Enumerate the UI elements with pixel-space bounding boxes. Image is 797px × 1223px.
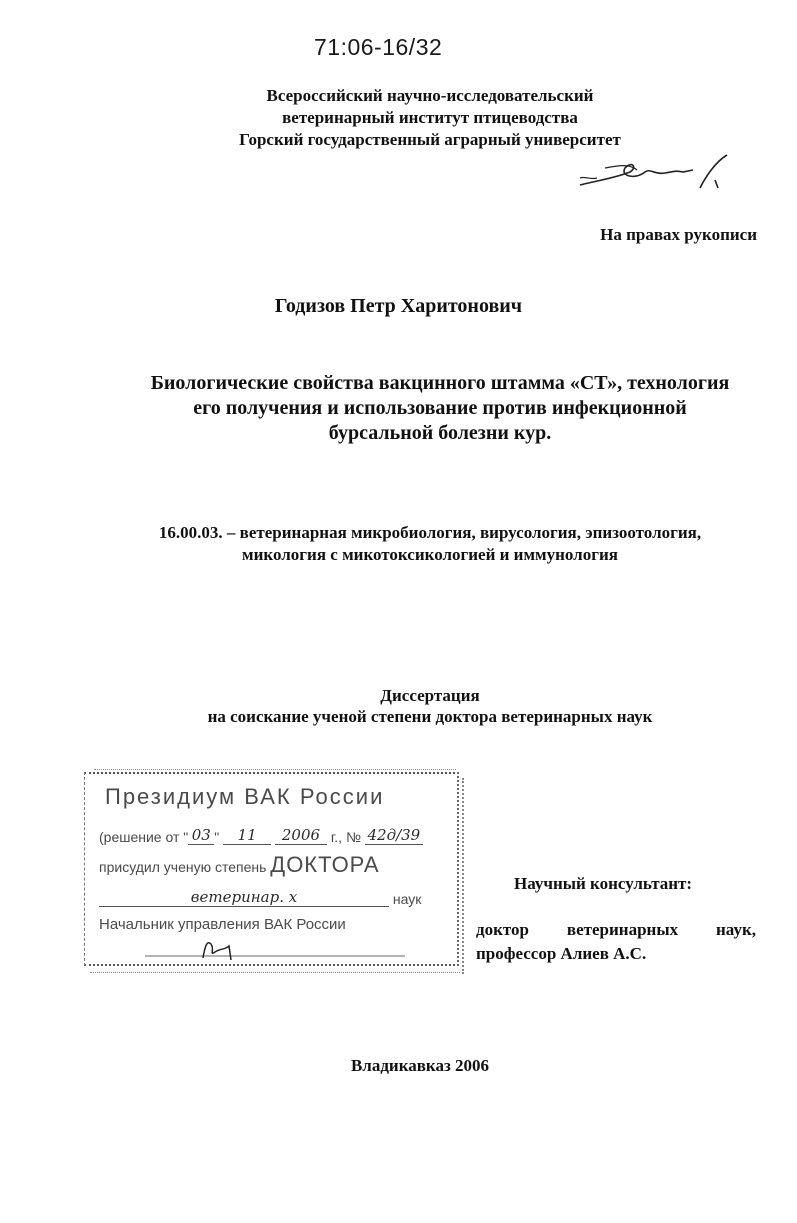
- stamp-awarded-row: [99, 852, 380, 878]
- dissertation-label-block: [0, 685, 797, 727]
- stamp-office-head: Начальник управления ВАК России: [99, 916, 346, 933]
- title-line: его получения и использование против инфекционной: [193, 397, 687, 419]
- institution-line: Горский государственный аграрный университет: [239, 130, 621, 149]
- stamp-heading: Президиум ВАК России: [105, 784, 385, 809]
- author-name: Годизов Петр Харитонович: [274, 295, 523, 317]
- stamp-science-suffix: наук: [392, 891, 422, 907]
- title-line: бурсальной болезни кур.: [328, 422, 552, 444]
- specialty-line: 16.00.03. – ветеринарная микробиология, вирусология, эпизоотология,: [158, 523, 702, 542]
- signature-icon: [575, 150, 745, 200]
- stamp-decision-day: 03: [188, 826, 214, 845]
- dissertation-purpose: на соискание ученой степени доктора ветеринарных наук: [207, 707, 653, 726]
- catalog-number: 71:06-16/32: [314, 34, 443, 60]
- dissertation-title: [80, 371, 797, 446]
- stamp-degree: ДОКТОРА: [270, 852, 380, 877]
- institutions-block: [150, 85, 710, 151]
- consultant-name: профессор Алиев А.С.: [476, 944, 647, 963]
- institution-line: Всероссийский научно-исследовательский: [266, 86, 594, 105]
- stamp-decision-row: (решение от " 03 " 11 2006 г., № 42д/39: [99, 826, 423, 845]
- specialty-line: микология с микотоксикологией и иммунология: [242, 545, 618, 564]
- consultant-heading: Научный консультант:: [514, 874, 693, 893]
- stamp-decision-year: 2006: [275, 826, 327, 845]
- stamp-year-suffix: г., №: [330, 829, 361, 845]
- stamp-decision-number: 42д/39: [365, 826, 423, 845]
- specialty: [100, 522, 760, 566]
- stamp-signature-icon: [145, 936, 425, 962]
- city-year: Владикавказ 2006: [350, 1056, 490, 1075]
- stamp-awarded-text: присудил ученую степень: [99, 859, 267, 875]
- consultant-degree: доктор ветеринарных наук,: [476, 920, 756, 939]
- dissertation-label: Диссертация: [380, 686, 480, 705]
- stamp-science-field: ветеринар. х: [99, 888, 389, 907]
- stamp-decision-prefix: (решение от: [99, 829, 180, 845]
- stamp-border: [462, 778, 464, 974]
- stamp-border: [94, 769, 456, 770]
- stamp-decision-month: 11: [223, 826, 271, 845]
- vak-stamp: [84, 772, 459, 966]
- stamp-science-row: [99, 888, 421, 907]
- title-line: Биологические свойства вакцинного штамма «СТ», технология: [150, 372, 730, 394]
- institution-line: ветеринарный институт птицеводства: [282, 108, 578, 127]
- manuscript-note: На правах рукописи: [600, 225, 757, 244]
- stamp-border: [90, 972, 460, 973]
